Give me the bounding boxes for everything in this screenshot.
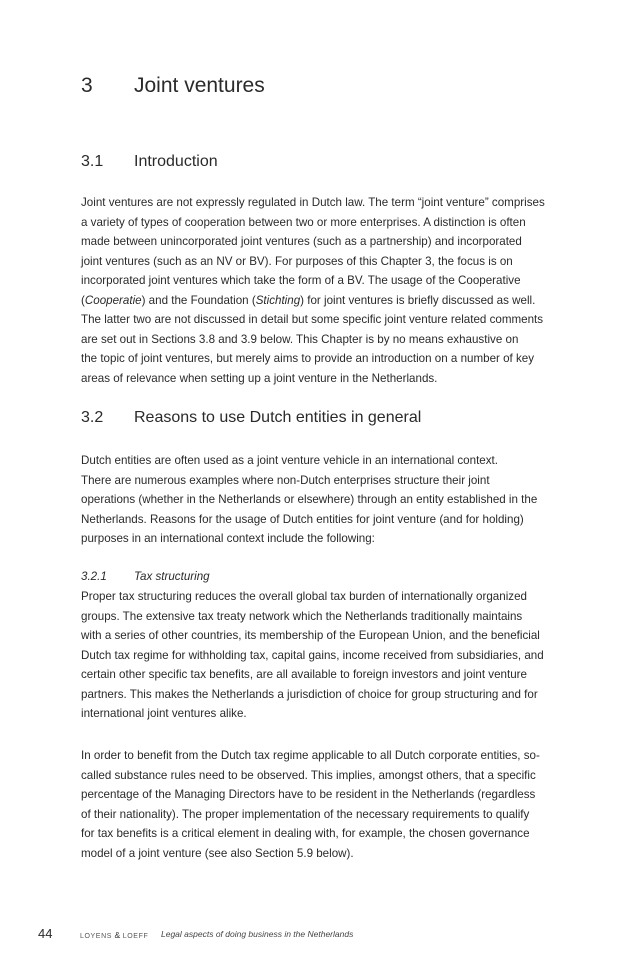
text-line: Netherlands. Reasons for the usage of Dutch entities for joint venture (and for holding) — [81, 512, 524, 526]
text-line: model of a joint venture (see also Section 5.9 below). — [81, 846, 354, 860]
text-line: the topic of joint ventures, but merely aims to provide an introduction on a number of key — [81, 352, 535, 365]
logo-right-text: LOEFF — [122, 933, 149, 940]
text-line: There are numerous examples where non-Dutch enterprises structure their joint — [81, 473, 490, 487]
italic-term: Cooperatie — [84, 293, 142, 307]
subsection-number: 3.2.1 — [81, 570, 107, 583]
text-line: made between unincorporated joint ventures (such as a partnership) and incorporated — [81, 235, 522, 248]
logo-left-text: LOYENS — [80, 933, 112, 940]
text-line: operations (whether in the Netherlands or elsewhere) through an entity established in the — [81, 493, 538, 506]
section-title: Introduction — [134, 153, 218, 170]
text-line: a variety of types of cooperation between two or more enterprises. A distinction is often — [81, 215, 526, 229]
chapter-number: 3 — [81, 74, 93, 97]
section-3-2-body — [81, 451, 565, 549]
section-number: 3.2 — [81, 409, 104, 426]
text-line: Proper tax structuring reduces the overall global tax burden of internationally organized — [81, 590, 527, 603]
text-line: Dutch entities are often used as a joint venture vehicle in an international context. — [81, 454, 498, 467]
text-line: Dutch tax regime for withholding tax, capital gains, income received from subsidiaries, and — [81, 648, 544, 662]
text-line: international joint ventures alike. — [81, 707, 247, 720]
substance-rules-paragraph — [81, 746, 565, 863]
section-3-1-body — [81, 193, 565, 388]
text-line: called substance rules need to be observed. This implies, amongst others, that a specific — [81, 768, 536, 782]
subsection-title: Tax structuring — [134, 570, 210, 583]
footer-title: Legal aspects of doing business in the Netherlands — [161, 929, 354, 939]
publisher-logo — [80, 930, 148, 940]
text-line: with a series of other countries, its membership of the European Union, and the beneficial — [81, 629, 540, 642]
text-line: groups. The extensive tax treaty network which the Netherlands traditionally maintains — [81, 609, 523, 623]
logo-ampersand: & — [114, 930, 121, 940]
text-line: (Cooperatie) and the Foundation (Stichting) for joint ventures is briefly discussed as well. — [81, 293, 536, 307]
italic-term: Stichting — [255, 293, 301, 307]
text-line: partners. This makes the Netherlands a jurisdiction of choice for group structuring and for — [81, 687, 538, 701]
section-number: 3.1 — [81, 153, 104, 170]
text-line: In order to benefit from the Dutch tax regime applicable to all Dutch corporate entities, so- — [81, 749, 540, 762]
text-line: The latter two are not discussed in detail but some specific joint venture related comments — [81, 313, 544, 326]
chapter-title: Joint ventures — [134, 74, 265, 97]
page-number: 44 — [38, 926, 53, 941]
text-line: incorporated joint ventures which take the form of a BV. The usage of the Cooperative — [81, 274, 521, 287]
subsection-3-2-1-body — [81, 587, 565, 724]
text-line: are set out in Sections 3.8 and 3.9 below. This Chapter is by no means exhaustive on — [81, 332, 519, 346]
text-line: certain other specific tax benefits, are all available to foreign investors and joint venture — [81, 668, 527, 681]
section-title: Reasons to use Dutch entities in general — [134, 409, 422, 426]
text-line: percentage of the Managing Directors have to be resident in the Netherlands (regardless — [81, 788, 536, 801]
text-line: for tax benefits is a critical element in dealing with, for example, the chosen governance — [81, 827, 530, 840]
text-line: joint ventures (such as an NV or BV). For purposes of this Chapter 3, the focus is on — [81, 254, 513, 268]
text-line: Joint ventures are not expressly regulated in Dutch law. The term “joint venture” comprises — [81, 196, 545, 209]
text-line: areas of relevance when setting up a joint venture in the Netherlands. — [81, 371, 438, 385]
text-line: of their nationality). The proper implementation of the necessary requirements to qualify — [81, 807, 530, 821]
text-line: purposes in an international context include the following: — [81, 532, 375, 545]
